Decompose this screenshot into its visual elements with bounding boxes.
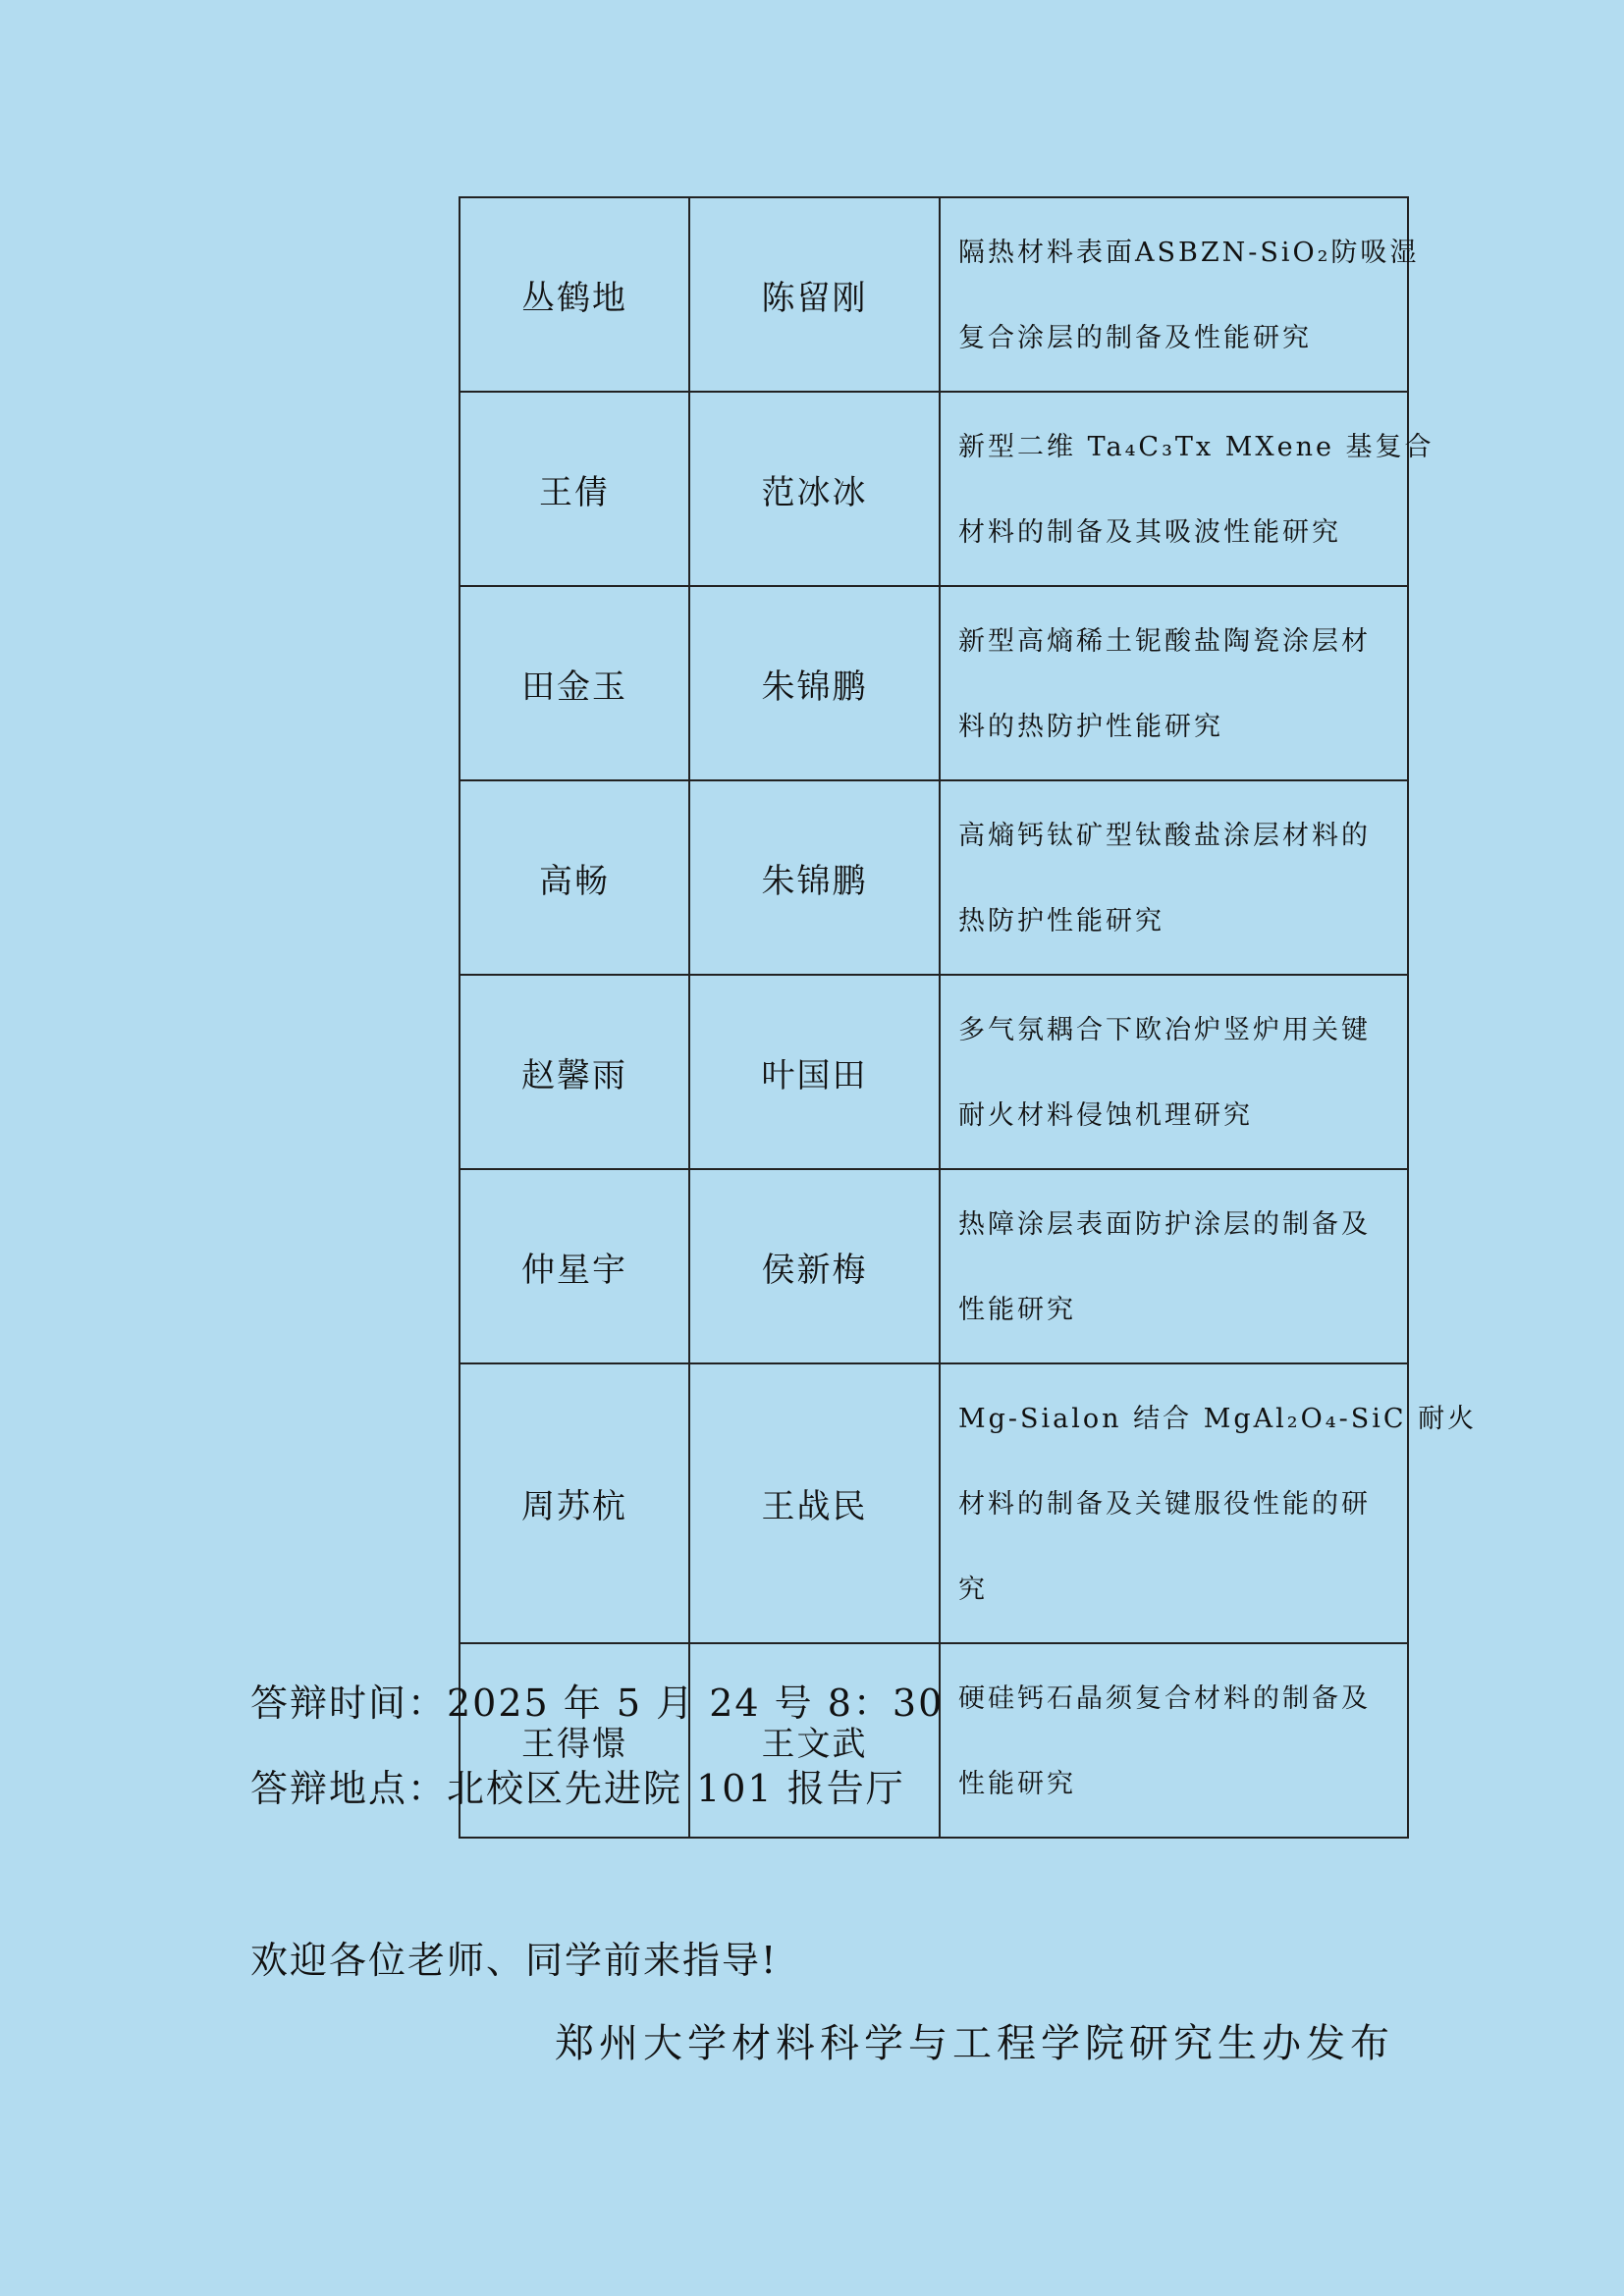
student-name-cell: 王得憬 [460, 1643, 689, 1838]
advisor-name-cell: 朱锦鹏 [689, 780, 940, 975]
advisor-name-cell: 陈留刚 [689, 197, 940, 392]
student-name-cell: 王倩 [460, 392, 689, 586]
publisher-signature: 郑州大学材料科学与工程学院研究生办发布 [555, 2021, 1394, 2066]
thesis-title-line: Mg-Sialon 结合 MgAl₂O₄-SiC 耐火 [958, 1404, 1478, 1434]
thesis-title-line: 热防护性能研究 [958, 906, 1164, 936]
thesis-title-line: 复合涂层的制备及性能研究 [958, 323, 1312, 353]
thesis-title-line: 耐火材料侵蚀机理研究 [958, 1100, 1253, 1131]
thesis-title-line: 多气氛耦合下欧冶炉竖炉用关键 [958, 1015, 1371, 1045]
table-row [460, 1169, 1408, 1363]
student-name-cell: 周苏杭 [460, 1363, 689, 1643]
thesis-title-line: 究 [958, 1575, 988, 1605]
advisor-name-cell: 王文武 [689, 1643, 940, 1838]
thesis-title-cell [940, 975, 1408, 1169]
thesis-title-line: 性能研究 [958, 1295, 1076, 1325]
thesis-title-line: 热障涂层表面防护涂层的制备及 [958, 1209, 1371, 1240]
table-row [460, 975, 1408, 1169]
thesis-title-line: 料的热防护性能研究 [958, 712, 1223, 742]
thesis-title-line: 材料的制备及关键服役性能的研 [958, 1489, 1371, 1520]
advisor-name-cell: 范冰冰 [689, 392, 940, 586]
table-body [460, 197, 1478, 1838]
advisor-name-cell: 朱锦鹏 [689, 586, 940, 780]
table-row [460, 392, 1408, 586]
table-row [460, 1363, 1408, 1643]
defense-place: 答辩地点：北校区先进院 101 报告厅 [250, 1767, 905, 1810]
table-row [460, 197, 1408, 392]
table-row [460, 780, 1408, 975]
student-name-cell: 赵馨雨 [460, 975, 689, 1169]
thesis-title-line: 硬硅钙石晶须复合材料的制备及 [958, 1683, 1371, 1714]
welcome-text: 欢迎各位老师、同学前来指导! [250, 1939, 779, 1982]
student-name-cell: 丛鹤地 [460, 197, 689, 392]
thesis-title-line: 性能研究 [958, 1769, 1076, 1799]
thesis-title-cell [940, 392, 1435, 586]
advisor-name-cell: 侯新梅 [689, 1169, 940, 1363]
thesis-defense-table [459, 196, 1478, 1839]
thesis-title-cell [940, 1363, 1478, 1643]
advisor-name-cell: 叶国田 [689, 975, 940, 1169]
thesis-title-cell [940, 780, 1408, 975]
thesis-title-cell [940, 197, 1420, 392]
thesis-title-line: 材料的制备及其吸波性能研究 [958, 517, 1341, 548]
student-name-cell: 仲星宇 [460, 1169, 689, 1363]
thesis-title-line: 新型二维 Ta₄C₃Tx MXene 基复合 [958, 432, 1435, 462]
advisor-name-cell: 王战民 [689, 1363, 940, 1643]
table-row [460, 586, 1408, 780]
thesis-title-cell [940, 1643, 1408, 1838]
student-name-cell: 高畅 [460, 780, 689, 975]
thesis-title-cell [940, 586, 1408, 780]
thesis-title-line: 隔热材料表面ASBZN-SiO₂防吸湿 [958, 238, 1420, 268]
thesis-title-line: 新型高熵稀土铌酸盐陶瓷涂层材 [958, 626, 1371, 657]
defense-time: 答辩时间：2025 年 5 月 24 号 8：30 [250, 1682, 945, 1725]
student-name-cell: 田金玉 [460, 586, 689, 780]
thesis-title-line: 高熵钙钛矿型钛酸盐涂层材料的 [958, 821, 1371, 851]
thesis-title-cell [940, 1169, 1408, 1363]
